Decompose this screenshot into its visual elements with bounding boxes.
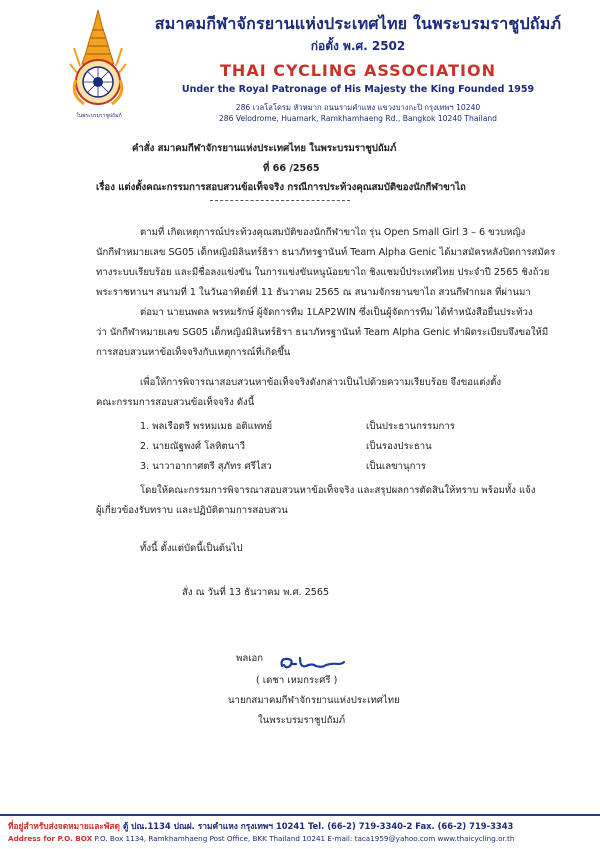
- association-name-english: THAI CYCLING ASSOCIATION: [220, 61, 496, 80]
- committee-member-role: เป็นรองประธาน: [366, 441, 432, 452]
- effective-statement: ทั้งนี้ ตั้งแต่บัดนี้เป็นต้นไป: [140, 543, 243, 554]
- footer-thai-label: ที่อยู่สำหรับส่งจดหมายและพัสดุ: [8, 821, 120, 831]
- paragraph-2-line: ต่อมา นายนพดล พรหมรักษ์ ผู้จัดการทีม 1LAP2WIN ซึ่งเป็นผู้จัดการทีม ได้ทำหนังสือยื่นประท้วง: [140, 307, 533, 318]
- committee-member-name: 3. นาวาอากาศตรี สุภัทร ศรีไสว: [140, 461, 272, 472]
- footer-english-text: P.O. Box 1134, Ramkhamhaeng Post Office, BKK Thailand 10241 E-mail: taca1959@yahoo.com www.thaicycling.or.th: [94, 834, 515, 843]
- paragraph-1-line: พระราชทานฯ สนามที่ 1 ในวันอาทิตย์ที่ 11 ธันวาคม 2565 ณ สนามจักรยานขาไถ สวนกีฬากมล ที่ผ่านมา: [96, 287, 531, 298]
- committee-member-role: เป็นเลขานุการ: [366, 461, 426, 472]
- separator-line: [210, 200, 350, 201]
- address-thai: 286 เวลโลโดรม หัวหมาก ถนนรามคำแหง แขวงบางกะปิ กรุงเทพฯ 10240: [235, 103, 481, 112]
- footer-thai-address: [8, 819, 513, 833]
- signer-rank: พลเอก: [236, 653, 264, 664]
- order-title: คำสั่ง สมาคมกีฬาจักรยานแห่งประเทศไทย ในพระบรมราชูปถัมภ์: [132, 143, 397, 154]
- signature-image: [276, 654, 346, 672]
- order-date-line: สั่ง ณ วันที่ 13 ธันวาคม พ.ศ. 2565: [182, 587, 330, 598]
- paragraph-4-line: โดยให้คณะกรรมการพิจารณาสอบสวนหาข้อเท็จจริง และสรุปผลการตัดสินให้ทราบ พร้อมทั้ง แจ้ง: [140, 485, 536, 496]
- paragraph-2-line: ว่า นักกีฬาหมายเลข SG05 เด็กหญิงมิลินทร์ธิรา ธนาภัทรฐานันท์ Team Alpha Genic ทำผิดระเบียบจึงขอให้มี: [96, 327, 549, 338]
- paragraph-2-line: การสอบสวนหาข้อเท็จจริงกับเหตุการณ์ที่เกิดขึ้น: [96, 347, 291, 358]
- signer-position: นายกสมาคมกีฬาจักรยานแห่งประเทศไทย: [228, 695, 400, 706]
- signer-name: ( เดชา เหมกระศรี ): [256, 675, 338, 686]
- logo-caption: ในพระบรมราชูปถัมภ์: [76, 113, 122, 119]
- footer-divider: [0, 814, 600, 816]
- established-date: ก่อตั้ง พ.ศ. 2502: [310, 39, 406, 53]
- paragraph-1-line: ทางระบบเรียบร้อย และมีชื่อลงแข่งขัน ในการแข่งขันหนูน้อยขาไถ ชิงแชมป์ประเทศไทย ประจำปี 2565 ชิงถ้วย: [96, 267, 550, 278]
- paragraph-4-line: ผู้เกี่ยวข้องรับทราบ และปฏิบัติตามการสอบสวน: [96, 505, 288, 516]
- footer-english-address: [8, 834, 514, 843]
- paragraph-1-line: นักกีฬาหมายเลข SG05 เด็กหญิงมิลินทร์ธิรา ธนาภัทรฐานันท์ Team Alpha Genic ได้มาสมัครหลังปิดการสมัคร: [96, 247, 556, 258]
- order-subject: เรื่อง แต่งตั้งคณะกรรมการสอบสวนข้อเท็จจริง กรณีการประท้วงคุณสมบัติของนักกีฬาขาไถ: [96, 182, 466, 193]
- paragraph-3-line: คณะกรรมการสอบสวนข้อเท็จจริง ดังนี้: [96, 397, 255, 408]
- address-english: 286 Velodrome, Huamark, Ramkhamhaeng Rd., Bangkok 10240 Thailand: [218, 114, 498, 123]
- royal-patronage: Under the Royal Patronage of His Majesty the King Founded 1959: [181, 84, 535, 95]
- committee-member-name: 2. นายณัฐพงศ์ โลหิตนาวี: [140, 441, 246, 452]
- paragraph-3-line: เพื่อให้การพิจารณาสอบสวนหาข้อเท็จจริงดังกล่าวเป็นไปด้วยความเรียบร้อย จึงขอแต่งตั้ง: [140, 377, 502, 388]
- signer-position-patronage: ในพระบรมราชูปถัมภ์: [258, 715, 346, 726]
- footer-english-label: Address for P.O. BOX: [8, 834, 93, 843]
- footer-thai-text: ตู้ ปณ.1134 ปณฝ. รามคำแหง กรุงเทพฯ 10241 Tel. (66-2) 719-3340-2 Fax. (66-2) 719-3343: [122, 821, 514, 831]
- order-number: ที่ 66 /2565: [263, 163, 320, 174]
- association-logo: [66, 8, 130, 118]
- committee-member-name: 1. พลเรือตรี พรหมเมธ อติแพทย์: [140, 421, 273, 432]
- association-name-thai: สมาคมกีฬาจักรยานแห่งประเทศไทย ในพระบรมราชูปถัมภ์: [154, 14, 562, 33]
- committee-member-role: เป็นประธานกรรมการ: [366, 421, 455, 432]
- paragraph-1-line: ตามที่ เกิดเหตุการณ์ประท้วงคุณสมบัติของนักกีฬาขาไถ รุ่น Open Small Girl 3 – 6 ขวบหญิง: [140, 227, 526, 238]
